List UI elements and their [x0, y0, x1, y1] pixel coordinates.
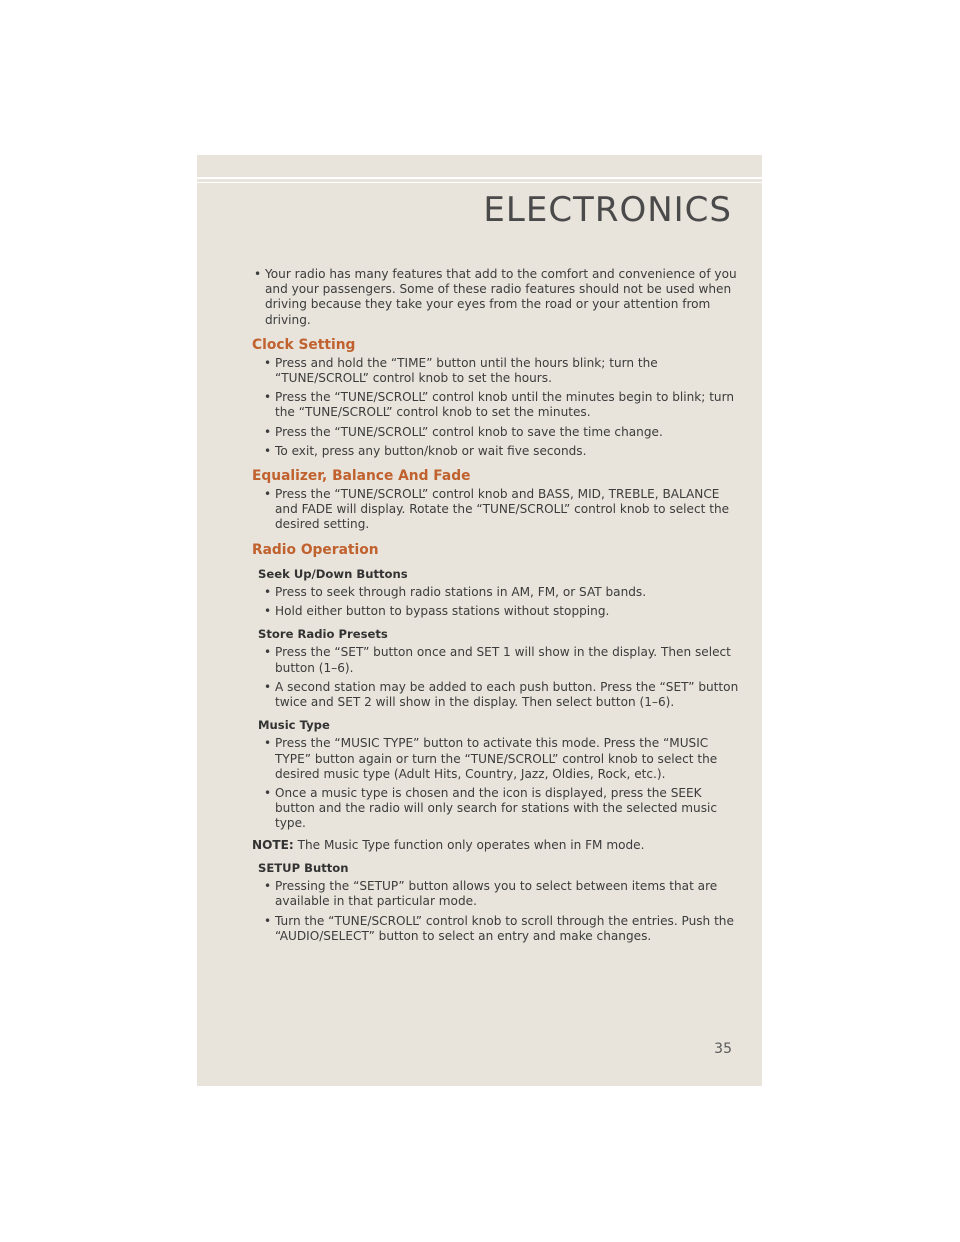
page-content	[252, 267, 742, 948]
intro-bullet: • Your radio has many features that add to the comfort and convenience of you and your passengers. Some of these radio features should not be used when driving because they take your eyes from the road or your attention from driving.	[252, 267, 742, 328]
clock-bullet-1: • Press and hold the “TIME” button until the hours blink; turn the “TUNE/SCROLL” control knob to set the hours.	[262, 356, 742, 386]
seek-buttons-subheading: Seek Up/Down Buttons	[258, 566, 408, 581]
music-bullet-2: • Once a music type is chosen and the icon is displayed, press the SEEK button and the radio will only search for stations with the selected music type.	[262, 786, 742, 832]
header-rule	[197, 177, 762, 179]
equalizer-list	[262, 487, 742, 533]
setup-button-subheading: SETUP Button	[258, 860, 349, 875]
seek-bullet-2: • Hold either button to bypass stations without stopping.	[262, 604, 742, 619]
clock-bullet-2: • Press the “TUNE/SCROLL” control knob until the minutes begin to blink; turn the “TUNE/SCROLL” control knob to set the minutes.	[262, 390, 742, 420]
seek-list	[262, 585, 742, 619]
presets-bullet-2: • A second station may be added to each push button. Press the “SET” button twice and SET 2 will show in the display. Then select button (1–6).	[262, 680, 742, 710]
presets-list	[262, 645, 742, 710]
music-bullet-1: • Press the “MUSIC TYPE” button to activate this mode. Press the “MUSIC TYPE” button again or turn the “TUNE/SCROLL” control knob to select the desired music type (Adult Hits, Country, Jazz, Oldies, Rock, etc.).	[262, 736, 742, 782]
setup-list	[262, 879, 742, 944]
header-rule-thin	[197, 182, 762, 183]
clock-setting-heading: Clock Setting	[252, 336, 356, 353]
presets-bullet-1: • Press the “SET” button once and SET 1 will show in the display. Then select button (1–6).	[262, 645, 742, 675]
clock-setting-list	[262, 356, 742, 459]
note-label: NOTE:	[252, 837, 294, 852]
equalizer-bullet-1: • Press the “TUNE/SCROLL” control knob and BASS, MID, TREBLE, BALANCE and FADE will display. Rotate the “TUNE/SCROLL” control knob to select the desired setting.	[262, 487, 742, 533]
page-number: 35	[714, 1041, 732, 1057]
equalizer-heading: Equalizer, Balance And Fade	[252, 468, 471, 485]
note-text: The Music Type function only operates when in FM mode.	[297, 837, 645, 852]
clock-bullet-4: • To exit, press any button/knob or wait five seconds.	[262, 444, 742, 459]
setup-bullet-2: • Turn the “TUNE/SCROLL” control knob to scroll through the entries. Push the “AUDIO/SELECT” button to select an entry and make changes.	[262, 914, 742, 944]
seek-bullet-1: • Press to seek through radio stations in AM, FM, or SAT bands.	[262, 585, 742, 600]
presets-subheading: Store Radio Presets	[258, 627, 388, 642]
radio-operation-heading: Radio Operation	[252, 541, 379, 558]
setup-bullet-1: • Pressing the “SETUP” button allows you to select between items that are available in that particular mode.	[262, 879, 742, 909]
manual-page	[197, 155, 762, 1086]
clock-bullet-3: • Press the “TUNE/SCROLL” control knob to save the time change.	[262, 425, 742, 440]
music-type-subheading: Music Type	[258, 718, 330, 733]
music-list	[262, 736, 742, 831]
section-title: ELECTRONICS	[483, 190, 732, 230]
note	[252, 838, 742, 853]
